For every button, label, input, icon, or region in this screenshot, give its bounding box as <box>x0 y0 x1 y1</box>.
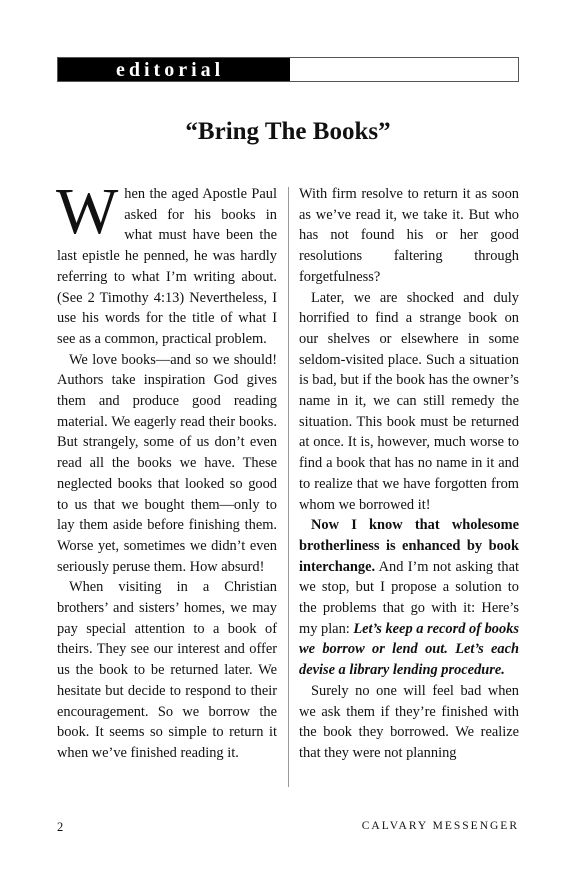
bold-italic-proposal: Let’s keep a record of books we borrow or lend out. Let’s each devise a library lending procedure. <box>299 620 519 679</box>
publication-name: CALVARY MESSENGER <box>361 820 519 832</box>
paragraph-text: hen the aged Apostle Paul asked for his books in what must have been the last epistle he penned, he was hardly referring to what I’m writing about. (See 2 Timothy 4:13) Nevertheless, I use his words for the title of what I see as a common, practical problem. <box>57 186 277 347</box>
right-column <box>299 184 519 764</box>
paragraph: Later, we are shocked and duly horrified to find a strange book on our shelves or elsewhere in some seldom-visited place. Such a situation is bad, but if the book has the owner’s name in it, we can still remedy the situation. This book must be returned at once. It is, however, much worse to find a book that has no name in it and to realize that we have forgotten from whom we borrowed it! <box>299 289 519 513</box>
column-divider <box>288 187 289 787</box>
bold-statement: Now I know that wholesome brotherliness is enhanced by book interchange. <box>299 517 519 575</box>
paragraph: We love books—and so we should! Authors take inspiration God gives them and produce good reading material. We eagerly read their books. But strangely, some of us don’t even read all the books we have. These neglected books that looked so good to us that we bought them—only to lay them aside before finishing them. Worse yet, sometimes we didn’t even seriously peruse them. How absurd! <box>57 351 277 575</box>
paragraph: When visiting in a Christian brothers’ and sisters’ homes, we may pay special attention to a book of theirs. They see our interest and offer us the book to be returned later. We hesitate but decide to respond to their encouragement. So we borrow the book. It seems so simple to return it when we’ve finished reading it. <box>57 579 277 761</box>
page-number: 2 <box>57 820 64 834</box>
paragraph: Surely no one will feel bad when we ask them if they’re finished with the book they borrowed. We realize that they were not planning <box>299 682 519 761</box>
paragraph <box>56 175 277 350</box>
section-label: editorial <box>58 58 290 81</box>
section-banner <box>57 57 519 82</box>
paragraph: With firm resolve to return it as soon as we’ve read it, we take it. But who has not found his or her good resolutions faltering through forgetfulness? <box>299 186 519 285</box>
paragraph <box>299 515 519 681</box>
left-column <box>56 175 277 764</box>
article-title: “Bring The Books” <box>185 118 391 145</box>
paragraph-text: And I’m not asking that we stop, but I propose a solution to the problems that go with it: Here’s my plan: <box>299 558 519 637</box>
drop-cap: W <box>56 175 119 248</box>
